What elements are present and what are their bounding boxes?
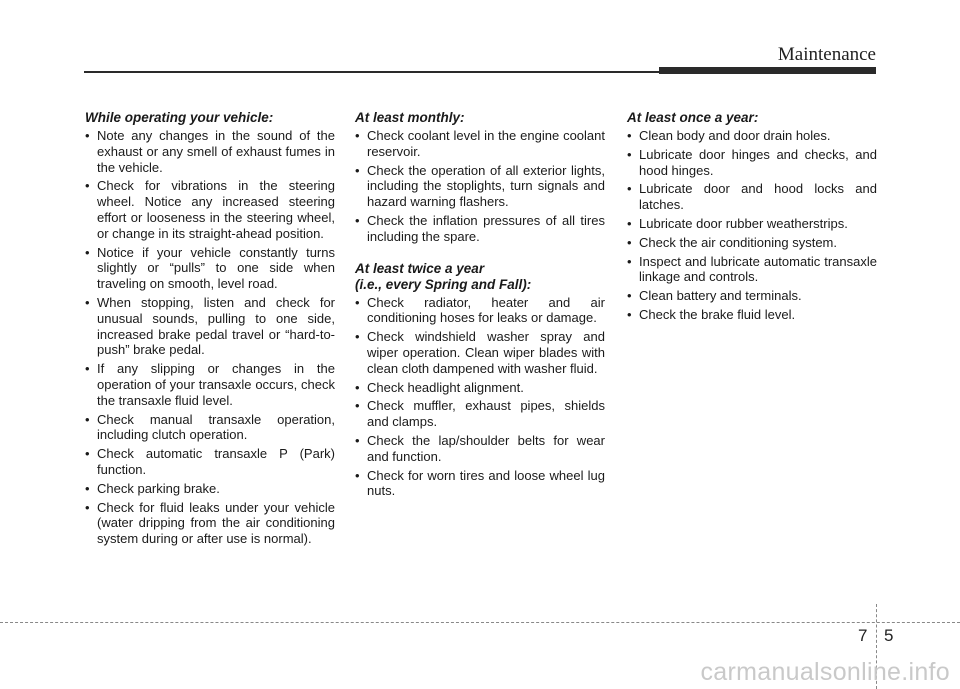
list-item: • Check automatic transaxle P (Park) function. [85, 446, 335, 478]
list-item: • Check windshield washer spray and wiper operation. Clean wiper blades with clean cloth dampened with washer fluid. [355, 329, 605, 376]
section-heading [355, 110, 605, 126]
heading-line: At least monthly: [355, 110, 465, 125]
section-heading [355, 261, 605, 293]
list-item: • Check the lap/shoulder belts for wear and function. [355, 433, 605, 465]
list-item: • Clean body and door drain holes. [627, 128, 877, 144]
list-item: • Check muffler, exhaust pipes, shields and clamps. [355, 398, 605, 430]
list-item: • Clean battery and terminals. [627, 288, 877, 304]
list-item: • Check coolant level in the engine coolant reservoir. [355, 128, 605, 160]
section-heading [627, 110, 877, 126]
list-item: • Check for fluid leaks under your vehicle (water dripping from the air conditioning system during or after use is normal). [85, 500, 335, 547]
section-heading [85, 110, 335, 126]
page-number: 5 [884, 626, 894, 645]
heading-line: (i.e., every Spring and Fall): [355, 276, 532, 292]
list-item: • Check parking brake. [85, 481, 335, 497]
list-item: • Check for vibrations in the steering wheel. Notice any increased steering effort or looseness in the steering wheel, or change in its straight-ahead position. [85, 178, 335, 241]
list-item: • If any slipping or changes in the operation of your transaxle occurs, check the transaxle fluid level. [85, 361, 335, 408]
list-item: • Inspect and lubricate automatic transaxle linkage and controls. [627, 254, 877, 286]
list-item: • Check the air conditioning system. [627, 235, 877, 251]
column-2 [355, 110, 605, 515]
list-item: • Lubricate door rubber weatherstrips. [627, 216, 877, 232]
watermark: carmanualsonline.info [700, 658, 950, 686]
footer-divider [0, 622, 960, 623]
list-item: • Check for worn tires and loose wheel lug nuts. [355, 468, 605, 500]
checklist [85, 128, 335, 547]
header-rule-accent [659, 67, 876, 74]
list-item: • Check headlight alignment. [355, 380, 605, 396]
list-item: • Lubricate door hinges and checks, and hood hinges. [627, 147, 877, 179]
list-item: • Note any changes in the sound of the exhaust or any smell of exhaust fumes in the vehicle. [85, 128, 335, 175]
column-1 [85, 110, 335, 563]
list-item: • Check the operation of all exterior lights, including the stoplights, turn signals and hazard warning flashers. [355, 163, 605, 210]
checklist [355, 128, 605, 245]
checklist [627, 128, 877, 323]
chapter-number: 7 [858, 626, 868, 645]
list-item: • Lubricate door and hood locks and latches. [627, 181, 877, 213]
list-item: • Check the inflation pressures of all tires including the spare. [355, 213, 605, 245]
list-item: • Check radiator, heater and air conditioning hoses for leaks or damage. [355, 295, 605, 327]
list-item: • Check the brake fluid level. [627, 307, 877, 323]
heading-line: At least once a year: [627, 110, 759, 125]
list-item: • Notice if your vehicle constantly turns slightly or “pulls” to one side when traveling on smooth, level road. [85, 245, 335, 292]
list-item: • Check manual transaxle operation, including clutch operation. [85, 412, 335, 444]
header-rule [84, 71, 664, 73]
checklist [355, 295, 605, 500]
list-item: • When stopping, listen and check for unusual sounds, pulling to one side, increased brake pedal travel or “hard-to-push” brake pedal. [85, 295, 335, 358]
column-3 [627, 110, 877, 339]
section-title: Maintenance [777, 44, 876, 65]
heading-line: While operating your vehicle: [85, 110, 274, 125]
heading-line: At least twice a year [355, 260, 485, 276]
